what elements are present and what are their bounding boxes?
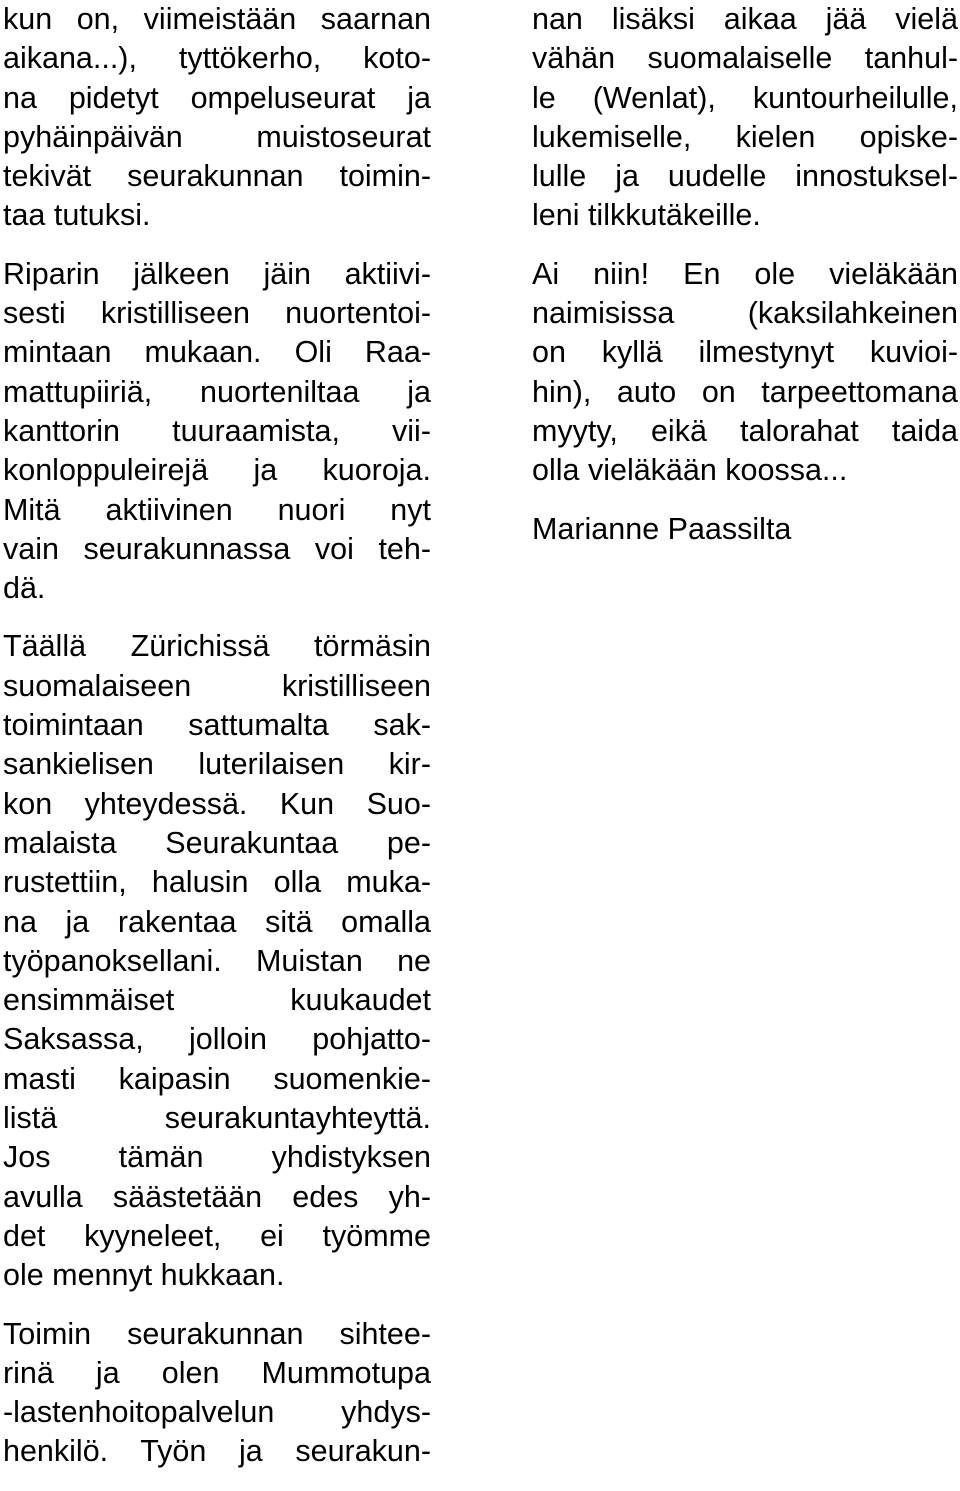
text-line: Toimin seurakunnan sihtee- — [3, 1316, 431, 1351]
text-line: sankielisen luterilaisen kir- — [3, 747, 431, 782]
text-line: Jos tämän yhdistyksen — [3, 1140, 431, 1175]
paragraph — [532, 255, 958, 491]
text-line: myyty, eikä talorahat taida — [532, 413, 958, 448]
text-line: dä. — [3, 571, 46, 606]
author-signature: Marianne Paassilta — [532, 511, 792, 546]
text-line: olla vieläkään koossa... — [532, 453, 848, 488]
text-line: na ja rakentaa sitä omalla — [3, 904, 431, 939]
text-line: sesti kristilliseen nuortentoi- — [3, 296, 431, 331]
text-line: henkilö. Työn ja seurakun- — [3, 1434, 431, 1469]
text-line: det kyyneleet, ei työmme — [3, 1218, 431, 1253]
text-line: Ai niin! En ole vieläkään — [532, 256, 958, 291]
text-line: le (Wenlat), kuntourheilulle, — [532, 80, 958, 115]
text-line: vain seurakunnassa voi teh- — [3, 531, 431, 566]
text-line: vähän suomalaiselle tanhul- — [532, 41, 958, 76]
text-line: Täällä Zürichissä törmäsin — [3, 629, 431, 664]
text-line: avulla säästetään edes yh- — [3, 1179, 431, 1214]
text-line: on kyllä ilmestynyt kuvioi- — [532, 335, 958, 370]
left-text-column — [3, 0, 431, 1491]
text-line: toimintaan sattumalta sak- — [3, 708, 431, 743]
text-line: työpanoksellani. Muistan ne — [3, 943, 431, 978]
text-line: aikana...), tyttökerho, koto- — [3, 41, 431, 76]
paragraph — [532, 0, 958, 236]
paragraph — [3, 1315, 431, 1472]
text-line: hin), auto on tarpeettomana — [532, 374, 958, 409]
text-line: rinä ja olen Mummotupa — [3, 1355, 431, 1390]
text-line: lukemiselle, kielen opiske- — [532, 119, 958, 154]
text-line: ensimmäiset kuukaudet — [3, 983, 431, 1018]
text-line: ole mennyt hukkaan. — [3, 1258, 285, 1293]
text-line: pyhäinpäivän muistoseurat — [3, 119, 431, 154]
text-line: malaista Seurakuntaa pe- — [3, 825, 431, 860]
text-line: Riparin jälkeen jäin aktiivi- — [3, 256, 431, 291]
text-line: masti kaipasin suomenkie- — [3, 1061, 431, 1096]
text-line: rustettiin, halusin olla muka- — [3, 865, 431, 900]
text-line: kun on, viimeistään saarnan — [3, 2, 431, 36]
paragraph — [3, 0, 431, 236]
text-line: kon yhteydessä. Kun Suo- — [3, 786, 431, 821]
text-line: kanttorin tuuraamista, vii- — [3, 413, 431, 448]
text-line: tekivät seurakunnan toimin- — [3, 159, 431, 194]
text-line: mintaan mukaan. Oli Raa- — [3, 335, 431, 370]
text-line: na pidetyt ompeluseurat ja — [3, 80, 431, 115]
text-line: leni tilkkutäkeille. — [532, 198, 761, 233]
text-line: Saksassa, jolloin pohjatto- — [3, 1022, 431, 1057]
right-column-body — [532, 0, 958, 491]
text-line: nan lisäksi aikaa jää vielä — [532, 2, 958, 36]
text-line: taa tutuksi. — [3, 198, 151, 233]
text-line: lulle ja uudelle innostuksel- — [532, 159, 958, 194]
text-line: Mitä aktiivinen nuori nyt — [3, 492, 431, 527]
right-text-column — [532, 0, 958, 549]
paragraph — [3, 627, 431, 1295]
text-line: listä seurakuntayhteyttä. — [3, 1101, 431, 1136]
text-line: naimisissa (kaksilahkeinen — [532, 296, 958, 331]
text-line: -lastenhoitopalvelun yhdys- — [3, 1395, 431, 1430]
text-line: konloppuleirejä ja kuoroja. — [3, 453, 431, 488]
paragraph — [3, 255, 431, 609]
text-line: mattupiiriä, nuorteniltaa ja — [3, 374, 431, 409]
text-line: suomalaiseen kristilliseen — [3, 668, 431, 703]
